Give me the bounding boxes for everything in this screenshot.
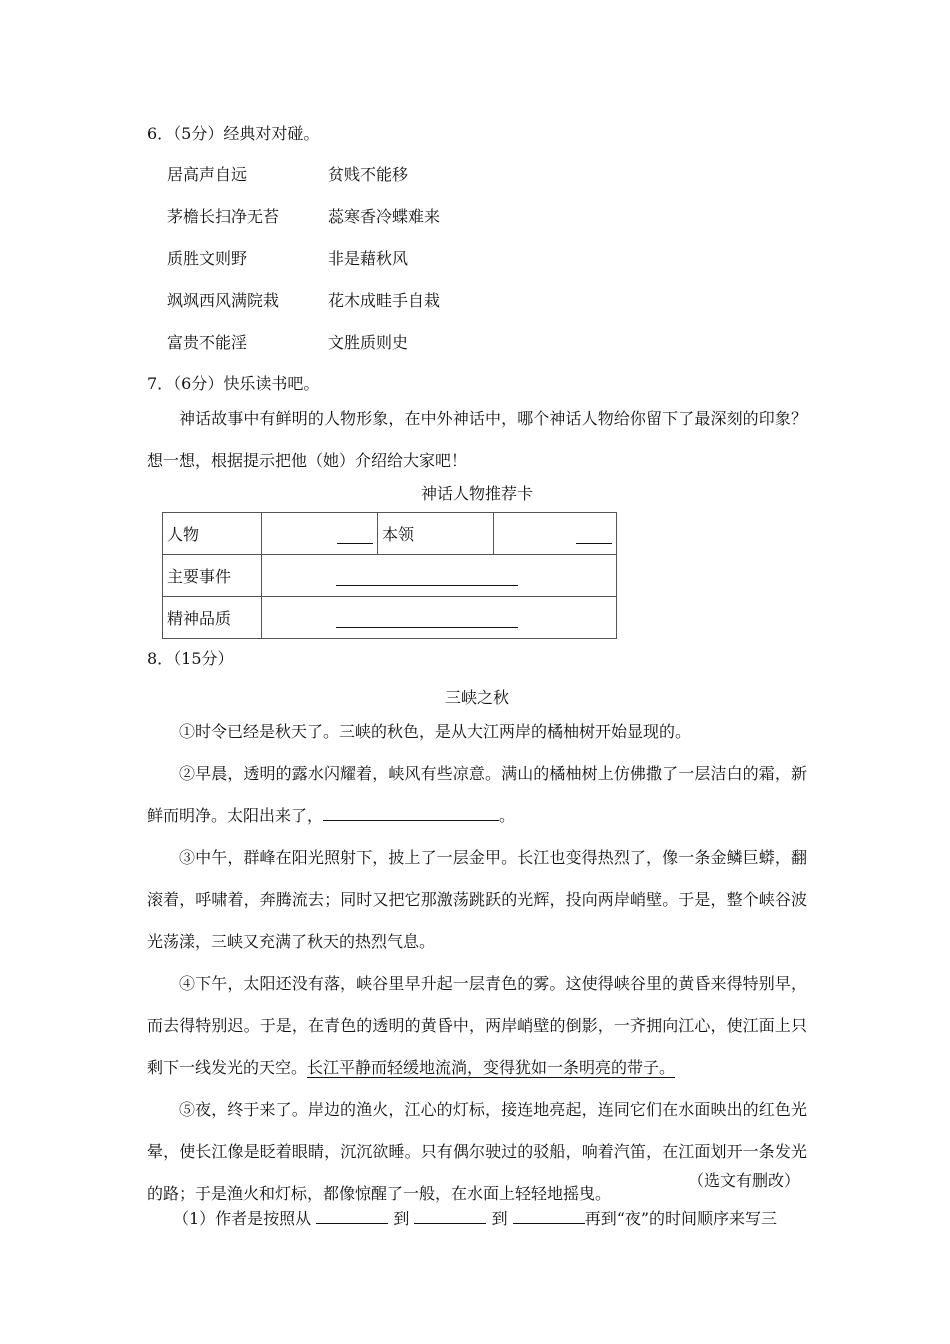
skill-input[interactable] bbox=[494, 513, 617, 555]
sub1-text-c: 到 bbox=[491, 1209, 508, 1228]
q6-left-2: 茅檐长扫净无苔 bbox=[167, 207, 280, 226]
source-note: （选文有删改） bbox=[687, 1171, 800, 1190]
q6-title: 6．（5分）经典对对碰。 bbox=[147, 124, 320, 143]
q6-left-3: 质胜文则野 bbox=[167, 249, 248, 268]
event-input[interactable] bbox=[262, 555, 617, 597]
q6-right-5: 文胜质则史 bbox=[328, 333, 409, 352]
q8-title: 8．（15分） bbox=[147, 649, 234, 668]
q7-title: 7．（6分）快乐读书吧。 bbox=[147, 374, 320, 393]
q6-right-2: 蕊寒香冷蝶难来 bbox=[328, 207, 441, 226]
paragraph-3: ③中午，群峰在阳光照射下，披上了一层金甲。长江也变得热烈了，像一条金鳞巨蟒，翻滚着，呼啸着，奔腾流去；同时又把它那激荡跳跃的光辉，投向两岸峭壁。于是，整个峡谷波光荡漾，三峡又充满了秋天的热烈气息。 bbox=[147, 848, 807, 951]
recommendation-card-table bbox=[162, 512, 617, 639]
paragraph-4-underlined: 长江平静而轻缓地流淌，变得犹如一条明亮的带子。 bbox=[307, 1058, 676, 1077]
quality-input[interactable] bbox=[262, 597, 617, 639]
sub1-blank-3[interactable] bbox=[513, 1209, 585, 1224]
paragraph-5: ⑤夜，终于来了。岸边的渔火，江心的灯标，接连地亮起，连同它们在水面映出的红色光晕，使长江像是眨着眼睛，沉沉欲睡。只有偶尔驶过的驳船，响着汽笛，在江面划开一条发光的路；于是渔火和灯标，都像惊醒了一般，在水面上轻轻地摇曳。 bbox=[147, 1100, 807, 1203]
subquestion-1 bbox=[173, 1209, 777, 1229]
sub1-blank-2[interactable] bbox=[414, 1209, 486, 1224]
person-label: 人物 bbox=[163, 513, 262, 555]
q7-intro: 神话故事中有鲜明的人物形象，在中外神话中，哪个神话人物给你留下了最深刻的印象？想一想，根据提示把他（她）介绍给大家吧！ bbox=[147, 409, 807, 470]
q6-right-1: 贫贱不能移 bbox=[328, 165, 409, 184]
q6-right-4: 花木成畦手自栽 bbox=[328, 291, 441, 310]
sub1-text-b: 到 bbox=[393, 1209, 410, 1228]
sub1-blank-1[interactable] bbox=[316, 1209, 388, 1224]
q6-left-4: 飒飒西风满院栽 bbox=[167, 291, 280, 310]
p2-blank[interactable] bbox=[323, 806, 499, 821]
paragraph-4 bbox=[147, 963, 807, 1089]
paragraph-1: ①时令已经是秋天了。三峡的秋色，是从大江两岸的橘柚树开始显现的。 bbox=[179, 722, 692, 741]
person-input[interactable] bbox=[262, 513, 378, 555]
passage-title: 三峡之秋 bbox=[444, 688, 509, 707]
q6-left-1: 居高声自远 bbox=[167, 165, 248, 184]
paragraph-2-end: 。 bbox=[499, 806, 516, 825]
q6-left-5: 富贵不能淫 bbox=[167, 333, 248, 352]
q6-right-3: 非是藉秋风 bbox=[328, 249, 409, 268]
paragraph-2 bbox=[147, 753, 807, 837]
quality-label: 精神品质 bbox=[163, 597, 262, 639]
skill-label: 本领 bbox=[378, 513, 494, 555]
paragraph-2-text: ②早晨，透明的露水闪耀着，峡风有些凉意。满山的橘柚树上仿佛撒了一层洁白的霜，新鲜而明净。太阳出来了， bbox=[147, 764, 807, 825]
event-label: 主要事件 bbox=[163, 555, 262, 597]
sub1-text-d: 再到“夜”的时间顺序来写三 bbox=[584, 1209, 778, 1228]
paragraph-4-text: ④下午，太阳还没有落，峡谷里早升起一层青色的雾。这使得峡谷里的黄昏来得特别早，而去得特别迟。于是，在青色的透明的黄昏中，两岸峭壁的倒影，一齐拥向江心，使江面上只剩下一线发光的天空。 bbox=[147, 974, 807, 1077]
q7-card-title: 神话人物推荐卡 bbox=[420, 484, 533, 503]
sub1-text-a: （1）作者是按照从 bbox=[173, 1209, 312, 1228]
